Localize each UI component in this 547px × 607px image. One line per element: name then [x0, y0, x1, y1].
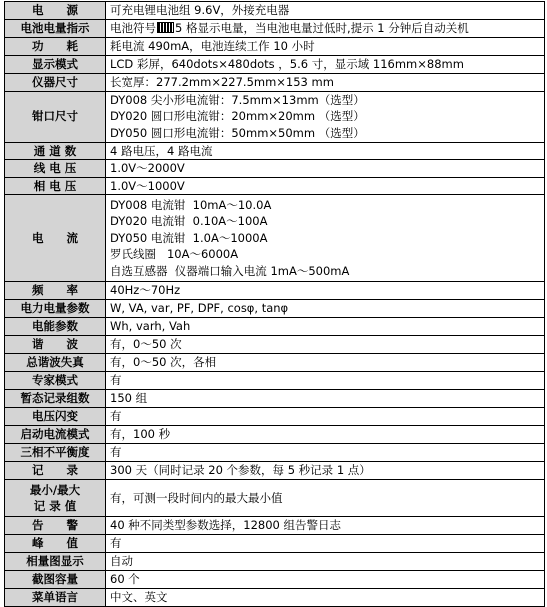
- spec-label: 记 录: [5, 462, 106, 480]
- spec-value-line: 1.0V～2000V: [110, 161, 185, 175]
- spec-value: [106, 2, 545, 20]
- spec-table: [4, 1, 545, 607]
- spec-value: [106, 571, 545, 589]
- spec-label: 三相不平衡度: [5, 444, 106, 462]
- spec-label: 显示模式: [5, 56, 106, 74]
- spec-value: [106, 372, 545, 390]
- spec-value: [106, 589, 545, 607]
- battery-icon: [157, 22, 174, 33]
- spec-value-line: DY008 电流钳 10mA～10.0A: [110, 197, 272, 212]
- spec-value: [106, 318, 545, 336]
- spec-value: [106, 74, 545, 92]
- spec-value-line: 有，可测一段时间内的最大最小值: [110, 490, 283, 505]
- spec-label: 专家模式: [5, 372, 106, 390]
- spec-value: [106, 195, 545, 282]
- spec-value: [106, 336, 545, 354]
- spec-value: [106, 160, 545, 178]
- spec-row: [5, 38, 545, 56]
- spec-value: [106, 142, 545, 160]
- spec-value: [106, 38, 545, 56]
- spec-value-line: DY020 圆口形电流钳：20mm×20mm （选型）: [110, 109, 365, 124]
- spec-label: 电 源: [5, 2, 106, 20]
- spec-value-text: 5 格显示电量，当电池电量过低时,提示 1 分钟后自动关机: [175, 21, 469, 36]
- spec-row: [5, 300, 545, 318]
- spec-label: 总谐波失真: [5, 354, 106, 372]
- spec-row: [5, 336, 545, 354]
- spec-value: [106, 535, 545, 553]
- spec-label: 电 流: [5, 195, 106, 282]
- spec-value-line: 有，100 秒: [110, 427, 171, 442]
- spec-value: [106, 390, 545, 408]
- spec-row: [5, 2, 545, 20]
- spec-value-line: 有: [110, 409, 122, 424]
- spec-row: [5, 160, 545, 178]
- spec-value-line: 300 天（同时记录 20 个参数，每 5 秒记录 1 点）: [110, 463, 371, 478]
- spec-value-line: Wh, varh, Vah: [110, 319, 191, 334]
- spec-label: 暂态记录组数: [5, 390, 106, 408]
- spec-value-line: 有，0～50 次，各相: [110, 355, 217, 370]
- spec-value: [106, 282, 545, 300]
- spec-label: 功 耗: [5, 38, 106, 56]
- spec-value-line: 有: [110, 536, 122, 551]
- spec-table-body: [5, 2, 545, 607]
- spec-row: [5, 282, 545, 300]
- spec-label: 电压闪变: [5, 408, 106, 426]
- spec-row: [5, 426, 545, 444]
- spec-label: 钳口尺寸: [5, 91, 106, 142]
- spec-label: 频 率: [5, 282, 106, 300]
- spec-value: [106, 91, 545, 142]
- spec-label: 电能参数: [5, 318, 106, 336]
- spec-value-line: 40 种不同类型参数选择，12800 组告警日志: [110, 518, 342, 533]
- spec-row: [5, 408, 545, 426]
- spec-row: [5, 444, 545, 462]
- spec-row: [5, 195, 545, 282]
- spec-label: 电力电量参数: [5, 300, 106, 318]
- spec-label: 峰 值: [5, 535, 106, 553]
- spec-label: 仪器尺寸: [5, 74, 106, 92]
- spec-value-line: 自动: [110, 554, 133, 569]
- spec-value-line: 耗电流 490mA，电池连续工作 10 小时: [110, 39, 315, 54]
- spec-value-line: 中文、英文: [110, 590, 168, 605]
- spec-value-line: 有，0～50 次: [110, 337, 182, 352]
- spec-row: [5, 318, 545, 336]
- spec-row: [5, 372, 545, 390]
- spec-label: 最小/最大 记 录 值: [5, 480, 106, 517]
- spec-row: [5, 553, 545, 571]
- spec-value-line: W, VA, var, PF, DPF, cosφ, tanφ: [110, 301, 289, 316]
- spec-value: [106, 177, 545, 195]
- spec-value-line: 4 路电压，4 路电流: [110, 143, 213, 158]
- spec-row: [5, 354, 545, 372]
- spec-value: [106, 408, 545, 426]
- spec-label: 相量图显示: [5, 553, 106, 571]
- spec-value-line: 罗氏线圈 10A～6000A: [110, 247, 239, 262]
- spec-value-line: DY020 电流钳 0.10A～100A: [110, 214, 268, 229]
- spec-row: [5, 517, 545, 535]
- spec-label: 通 道 数: [5, 142, 106, 160]
- spec-label: 电池电量指示: [5, 20, 106, 38]
- spec-label: 线 电 压: [5, 160, 106, 178]
- spec-row: [5, 177, 545, 195]
- spec-value-line: 自选互感器 仪器端口输入电流 1mA～500mA: [110, 263, 350, 278]
- spec-label: 截图容量: [5, 571, 106, 589]
- spec-label: 谐 波: [5, 336, 106, 354]
- spec-row: [5, 74, 545, 92]
- spec-row: [5, 480, 545, 517]
- spec-value-line: 有: [110, 373, 122, 388]
- spec-value: [106, 300, 545, 318]
- spec-label: 相 电 压: [5, 177, 106, 195]
- spec-value-text: 电池符号: [110, 21, 156, 36]
- spec-value: [106, 444, 545, 462]
- spec-row: [5, 20, 545, 38]
- spec-value-line: 150 组: [110, 391, 148, 406]
- spec-value-line: 可充电锂电池组 9.6V，外接充电器: [110, 3, 290, 18]
- spec-value: [106, 462, 545, 480]
- spec-value-line: LCD 彩屏，640dots×480dots ，5.6 寸，显示域 116mm×88mm: [110, 57, 464, 72]
- spec-value-line: 1.0V～1000V: [110, 178, 185, 193]
- spec-value-line: DY050 圆口形电流钳：50mm×50mm （选型）: [110, 125, 365, 140]
- spec-value: [106, 20, 545, 38]
- spec-row: [5, 56, 545, 74]
- spec-value: [106, 426, 545, 444]
- spec-value: [106, 553, 545, 571]
- spec-row: [5, 142, 545, 160]
- spec-label: 菜单语言: [5, 589, 106, 607]
- spec-value-line: 有: [110, 445, 122, 460]
- spec-row: [5, 535, 545, 553]
- spec-row: [5, 91, 545, 142]
- spec-value: [106, 517, 545, 535]
- spec-row: [5, 462, 545, 480]
- spec-value-line: 40Hz～70Hz: [110, 283, 181, 298]
- spec-label: 启动电流模式: [5, 426, 106, 444]
- spec-value: [106, 480, 545, 517]
- spec-value-line: 长宽厚：277.2mm×227.5mm×153 mm: [110, 75, 334, 89]
- spec-value-line: DY008 尖小形电流钳：7.5mm×13mm（选型）: [110, 92, 365, 107]
- spec-value-line: DY050 电流钳 1.0A～1000A: [110, 230, 268, 245]
- spec-value-line: 60 个: [110, 572, 140, 587]
- spec-value: [106, 354, 545, 372]
- spec-row: [5, 390, 545, 408]
- spec-label: 告 警: [5, 517, 106, 535]
- spec-row: [5, 571, 545, 589]
- spec-value: [106, 56, 545, 74]
- spec-row: [5, 589, 545, 607]
